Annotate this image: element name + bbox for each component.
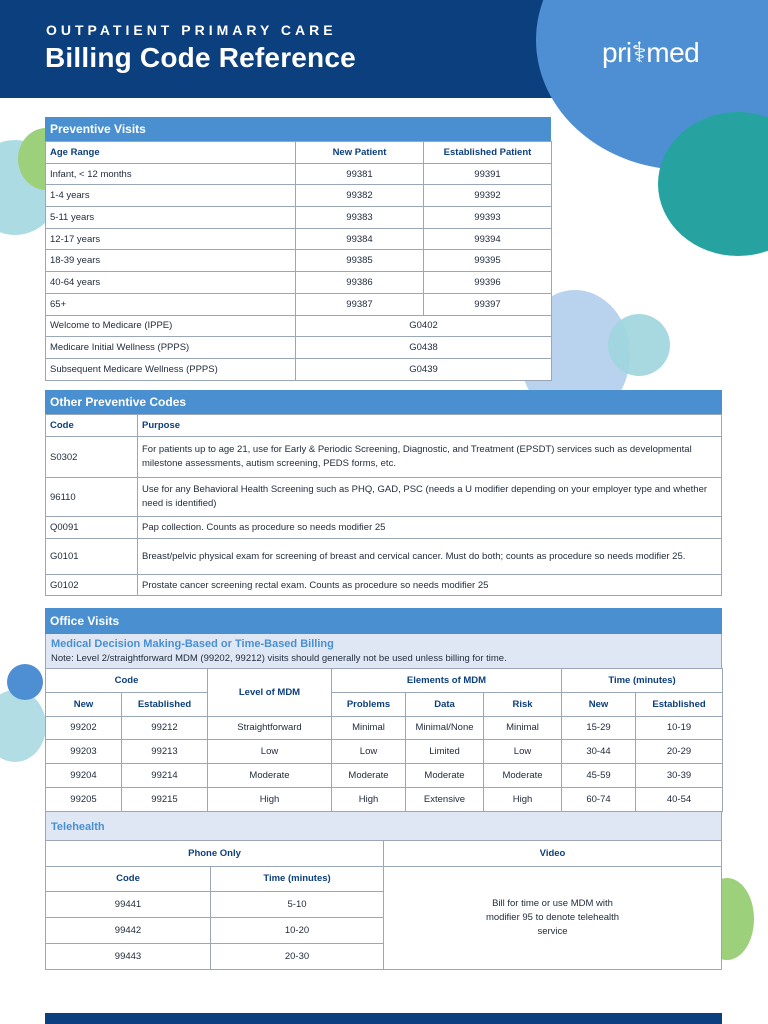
visit-name-cell: Subsequent Medicare Wellness (PPPS) [46, 358, 296, 380]
column-group-header: Phone Only [46, 840, 384, 866]
table-cell: 30-44 [562, 740, 636, 764]
column-header: Age Range [46, 142, 296, 164]
table-cell: 20-30 [211, 943, 384, 969]
telehealth-subheader-band [45, 812, 722, 840]
age-range-cell: 40-64 years [46, 272, 296, 294]
video-note-cell [384, 866, 722, 969]
decor-circle-teal-mid [608, 314, 670, 376]
table-cell: Minimal [484, 716, 562, 740]
purpose-cell: Prostate cancer screening rectal exam. Counts as procedure so needs modifier 25 [138, 575, 722, 596]
table-cell: Minimal [332, 716, 406, 740]
code-cell: 99383 [296, 207, 424, 229]
table-cell: 40-54 [636, 787, 723, 811]
table-cell: Straightforward [208, 716, 332, 740]
footer-bar [45, 1013, 722, 1024]
table-cell: 99203 [46, 740, 122, 764]
age-range-cell: Infant, < 12 months [46, 163, 296, 185]
table-row [46, 575, 722, 596]
table-cell: Moderate [332, 764, 406, 788]
table-row [46, 478, 722, 517]
table-cell: Moderate [406, 764, 484, 788]
table-row [46, 358, 552, 380]
table-row [46, 740, 723, 764]
section-title: Preventive Visits [45, 117, 551, 141]
column-header: Level of MDM [208, 669, 332, 717]
table-row [46, 764, 723, 788]
table-cell: Low [332, 740, 406, 764]
column-group-header: Video [384, 840, 722, 866]
table-cell: 10-20 [211, 918, 384, 944]
code-cell: Q0091 [46, 517, 138, 539]
column-group-header: Elements of MDM [332, 669, 562, 693]
age-range-cell: 1-4 years [46, 185, 296, 207]
column-header: Code [46, 866, 211, 892]
other-preventive-table [45, 414, 722, 596]
table-cell: 99442 [46, 918, 211, 944]
column-header: Data [406, 692, 484, 716]
table-cell: 60-74 [562, 787, 636, 811]
column-header: New Patient [296, 142, 424, 164]
decor-circle-teal-low [0, 690, 46, 762]
column-header: Purpose [138, 415, 722, 437]
table-row [46, 437, 722, 478]
table-cell: 15-29 [562, 716, 636, 740]
code-cell: 99391 [424, 163, 552, 185]
code-cell: 99385 [296, 250, 424, 272]
purpose-cell: Breast/pelvic physical exam for screening of breast and cervical cancer. Must do both; counts as procedure so needs modifier 25. [138, 539, 722, 575]
table-cell: Moderate [208, 764, 332, 788]
code-cell: G0102 [46, 575, 138, 596]
mdm-subheader-band [45, 634, 722, 668]
table-cell: High [332, 787, 406, 811]
table-cell: Extensive [406, 787, 484, 811]
code-cell: 99387 [296, 293, 424, 315]
visit-name-cell: Medicare Initial Wellness (PPPS) [46, 337, 296, 359]
page-title: Billing Code Reference [45, 42, 356, 73]
table-cell: Low [484, 740, 562, 764]
table-row [46, 207, 552, 229]
table-row [46, 866, 722, 892]
table-row [46, 293, 552, 315]
table-row [46, 250, 552, 272]
section-title: Other Preventive Codes [45, 390, 722, 414]
primed-logo: pri⚕med [602, 37, 700, 68]
table-cell: 99204 [46, 764, 122, 788]
code-cell: 99381 [296, 163, 424, 185]
visit-name-cell: Welcome to Medicare (IPPE) [46, 315, 296, 337]
column-header: Established [636, 692, 723, 716]
code-cell: G0438 [296, 337, 552, 359]
table-row [46, 163, 552, 185]
code-cell: 99384 [296, 228, 424, 250]
age-range-cell: 18-39 years [46, 250, 296, 272]
code-cell: 99382 [296, 185, 424, 207]
code-cell: 99386 [296, 272, 424, 294]
table-cell: 99215 [122, 787, 208, 811]
code-cell: 99394 [424, 228, 552, 250]
table-cell: 30-39 [636, 764, 723, 788]
office-visits-section [45, 608, 722, 970]
age-range-cell: 5-11 years [46, 207, 296, 229]
other-preventive-section [45, 390, 722, 596]
telehealth-table [45, 840, 722, 970]
code-cell: 99397 [424, 293, 552, 315]
table-cell: 5-10 [211, 892, 384, 918]
table-cell: Minimal/None [406, 716, 484, 740]
code-cell: 99396 [424, 272, 552, 294]
table-row [46, 272, 552, 294]
table-cell: 99443 [46, 943, 211, 969]
column-header: Risk [484, 692, 562, 716]
age-range-cell: 12-17 years [46, 228, 296, 250]
preventive-visits-section [45, 117, 551, 381]
table-cell: 10-19 [636, 716, 723, 740]
code-cell: G0439 [296, 358, 552, 380]
table-cell: 99202 [46, 716, 122, 740]
table-row [46, 517, 722, 539]
column-group-header: Code [46, 669, 208, 693]
code-cell: 99395 [424, 250, 552, 272]
table-cell: 45-59 [562, 764, 636, 788]
table-row [46, 185, 552, 207]
section-title: Office Visits [45, 608, 722, 634]
table-cell: 99214 [122, 764, 208, 788]
table-cell: 99441 [46, 892, 211, 918]
column-header: Problems [332, 692, 406, 716]
table-cell: 99212 [122, 716, 208, 740]
code-cell: G0402 [296, 315, 552, 337]
column-header: Established [122, 692, 208, 716]
preventive-table [45, 141, 552, 381]
table-cell: 99213 [122, 740, 208, 764]
table-cell: Limited [406, 740, 484, 764]
table-row [46, 716, 723, 740]
table-row [46, 228, 552, 250]
table-row [46, 539, 722, 575]
code-cell: S0302 [46, 437, 138, 478]
table-cell: Low [208, 740, 332, 764]
table-cell: High [484, 787, 562, 811]
column-header: Established Patient [424, 142, 552, 164]
column-header: New [562, 692, 636, 716]
column-header: Time (minutes) [211, 866, 384, 892]
decor-circle-blue-small [7, 664, 43, 700]
table-cell: High [208, 787, 332, 811]
mdm-note: Note: Level 2/straightforward MDM (99202, 99212) visits should generally not be used unless billing for time. [51, 653, 507, 664]
code-cell: G0101 [46, 539, 138, 575]
column-group-header: Time (minutes) [562, 669, 723, 693]
purpose-cell: Use for any Behavioral Health Screening such as PHQ, GAD, PSC (needs a U modifier depending on your employer type and whether need is identified) [138, 478, 722, 517]
header-kicker: OUTPATIENT PRIMARY CARE [46, 22, 337, 38]
table-cell: Moderate [484, 764, 562, 788]
purpose-cell: Pap collection. Counts as procedure so needs modifier 25 [138, 517, 722, 539]
code-cell: 99392 [424, 185, 552, 207]
purpose-cell: For patients up to age 21, use for Early & Periodic Screening, Diagnostic, and Treatment (EPSDT) services such as developmental milestone assessments, autism screening, PEDS forms, etc. [138, 437, 722, 478]
table-row [46, 337, 552, 359]
table-cell: 99205 [46, 787, 122, 811]
subsection-title: Telehealth [51, 820, 105, 833]
code-cell: 99393 [424, 207, 552, 229]
column-header: New [46, 692, 122, 716]
table-row [46, 787, 723, 811]
subsection-title: Medical Decision Making-Based or Time-Based Billing [51, 638, 334, 650]
column-header: Code [46, 415, 138, 437]
age-range-cell: 65+ [46, 293, 296, 315]
table-cell: 20-29 [636, 740, 723, 764]
video-note-text: Bill for time or use MDM with modifier 95 to denote telehealth service [485, 897, 620, 937]
code-cell: 96110 [46, 478, 138, 517]
office-visits-table [45, 668, 723, 812]
table-row [46, 315, 552, 337]
